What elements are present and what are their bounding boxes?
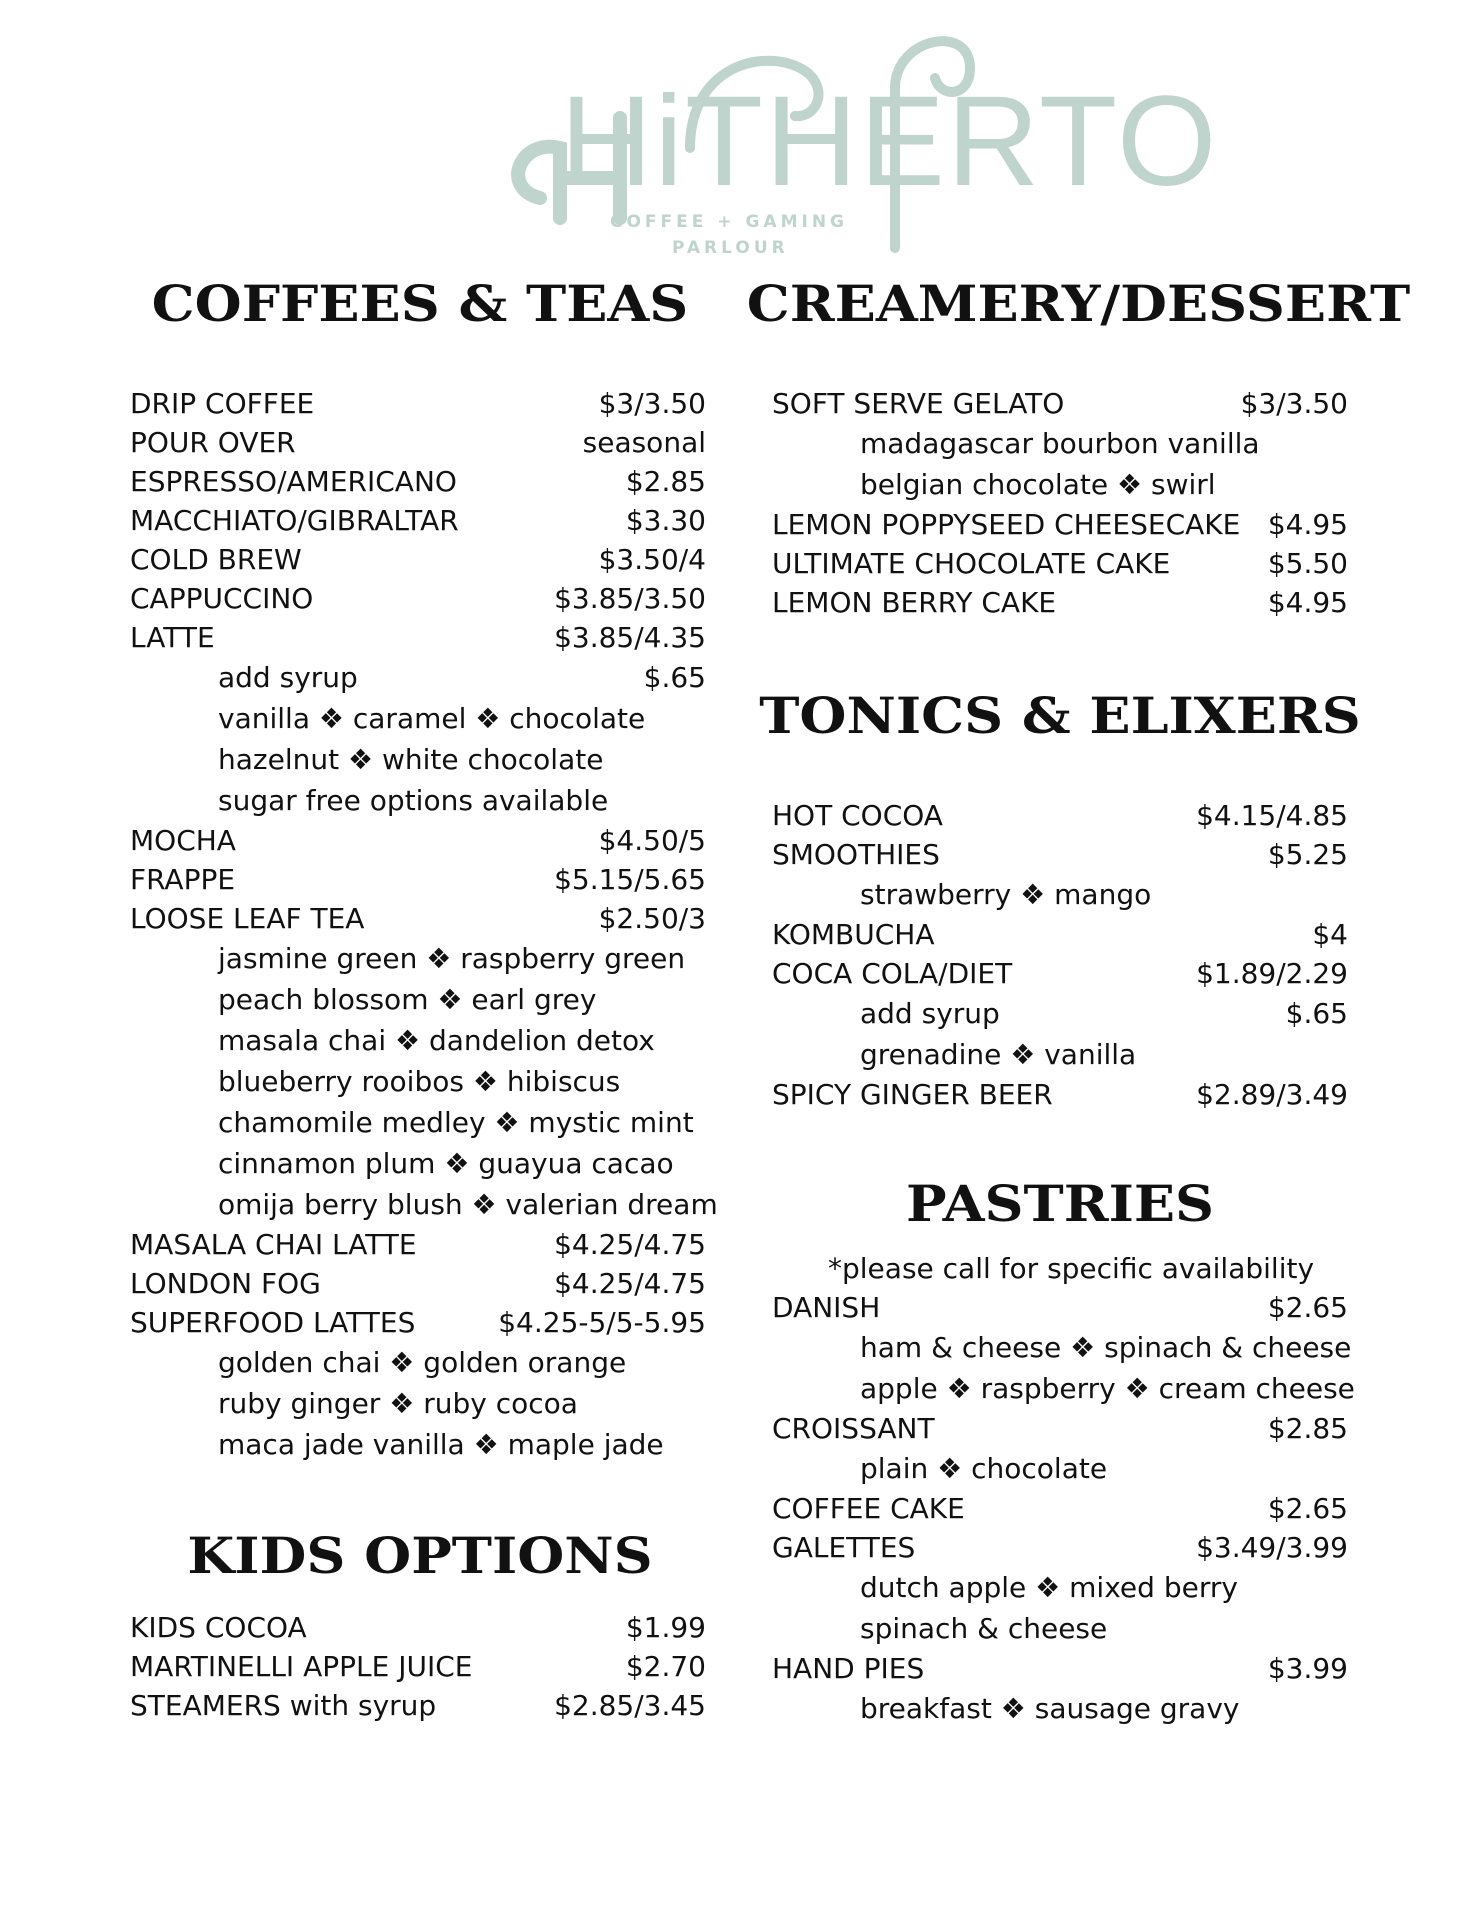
item-price: $5.15/5.65 <box>554 863 706 896</box>
availability-note: *please call for specific availability <box>828 1252 1315 1285</box>
sub-item-name: hazelnut ❖ white chocolate <box>218 743 604 776</box>
item-name: CROISSANT <box>772 1412 935 1445</box>
list-item <box>130 1264 706 1303</box>
item-name: COLD BREW <box>130 543 302 576</box>
item-name: COCA COLA/DIET <box>772 957 1013 990</box>
list-item <box>772 505 1348 544</box>
list-item <box>130 1608 706 1647</box>
item-name: LONDON FOG <box>130 1267 321 1300</box>
sub-item-name: add syrup <box>218 661 358 694</box>
item-name: LEMON POPPYSEED CHEESECAKE <box>772 508 1241 541</box>
item-name: SOFT SERVE GELATO <box>772 387 1065 420</box>
item-name: LOOSE LEAF TEA <box>130 902 365 935</box>
creamery-title: CREAMERY/DESSERT <box>746 274 1411 333</box>
list-item <box>130 1303 706 1342</box>
sub-item <box>772 1567 1348 1608</box>
sub-item <box>772 1688 1348 1729</box>
tea-flavor: blueberry rooibos ❖ hibiscus <box>218 1065 621 1098</box>
superfood-flavor: golden chai ❖ golden orange <box>218 1346 627 1379</box>
item-name: KOMBUCHA <box>772 918 935 951</box>
pastries-title: PASTRIES <box>905 1174 1215 1233</box>
sub-item <box>772 1327 1352 1368</box>
item-name: STEAMERS with syrup <box>130 1689 437 1722</box>
item-name: MASALA CHAI LATTE <box>130 1228 417 1261</box>
sub-item <box>772 423 1348 464</box>
kids-title: KIDS OPTIONS <box>187 1526 653 1585</box>
item-name: MOCHA <box>130 824 236 857</box>
list-item <box>772 835 1348 874</box>
item-price: $2.85/3.45 <box>554 1689 706 1722</box>
sub-item <box>772 993 1348 1034</box>
list-item <box>772 1489 1348 1528</box>
item-price: $4.95 <box>1267 586 1348 619</box>
tea-flavor: omija berry blush ❖ valerian dream <box>218 1188 718 1221</box>
tonics-list <box>772 796 1348 1114</box>
list-item <box>130 618 706 657</box>
list-item <box>130 423 706 462</box>
list-item <box>130 579 706 618</box>
list-item <box>130 1225 706 1264</box>
superfood-flavor: ruby ginger ❖ ruby cocoa <box>218 1387 578 1420</box>
item-price: $4 <box>1312 918 1348 951</box>
item-name: ESPRESSO/AMERICANO <box>130 465 457 498</box>
item-name: DRIP COFFEE <box>130 387 315 420</box>
tea-flavor: peach blossom ❖ earl grey <box>218 983 597 1016</box>
item-price: $5.50 <box>1267 547 1348 580</box>
item-name: ULTIMATE CHOCOLATE CAKE <box>772 547 1171 580</box>
danish-flavor: apple ❖ raspberry ❖ cream cheese <box>860 1372 1355 1405</box>
superfood-flavor: maca jade vanilla ❖ maple jade <box>218 1428 664 1461</box>
item-name: POUR OVER <box>130 426 296 459</box>
list-item <box>772 1288 1348 1327</box>
sub-item <box>772 874 1348 915</box>
tea-flavor: masala chai ❖ dandelion detox <box>218 1024 655 1057</box>
item-name: KIDS COCOA <box>130 1611 307 1644</box>
sub-item <box>130 979 706 1020</box>
smoothie-flavor: strawberry ❖ mango <box>860 878 1152 911</box>
list-item <box>772 583 1348 622</box>
item-name: LATTE <box>130 621 215 654</box>
list-item <box>772 954 1348 993</box>
item-name: GALETTES <box>772 1531 916 1564</box>
item-price: $2.65 <box>1267 1492 1348 1525</box>
list-item <box>130 540 706 579</box>
item-price: $4.25/4.75 <box>554 1228 706 1261</box>
pastries-list <box>772 1250 1355 1729</box>
list-item <box>772 796 1348 835</box>
list-item <box>772 1409 1348 1448</box>
item-name: SPICY GINGER BEER <box>772 1078 1053 1111</box>
item-price: $2.70 <box>625 1650 706 1683</box>
sub-item <box>130 739 706 780</box>
item-name: DANISH <box>772 1291 881 1324</box>
sub-item <box>130 1424 706 1465</box>
sub-item <box>130 1143 706 1184</box>
item-name: SUPERFOOD LATTES <box>130 1306 416 1339</box>
sub-item <box>772 1034 1348 1075</box>
tea-flavor: jasmine green ❖ raspberry green <box>218 942 686 975</box>
item-name: MARTINELLI APPLE JUICE <box>130 1650 473 1683</box>
item-price: $1.99 <box>625 1611 706 1644</box>
item-name: FRAPPE <box>130 863 236 896</box>
item-price: $3.85/3.50 <box>554 582 706 615</box>
list-item <box>130 1647 706 1686</box>
list-item <box>772 1649 1348 1688</box>
sub-item <box>130 1184 718 1225</box>
creamery-list <box>772 384 1348 622</box>
sub-item-price: $.65 <box>1285 997 1348 1030</box>
item-price: $3/3.50 <box>598 387 706 420</box>
coffees-title: COFFEES & TEAS <box>151 274 689 333</box>
list-item <box>130 899 706 938</box>
item-price: $5.25 <box>1267 838 1348 871</box>
item-price: $3.30 <box>625 504 706 537</box>
sub-item-price: $.65 <box>643 661 706 694</box>
item-price: $3.50/4 <box>598 543 706 576</box>
tea-flavor: cinnamon plum ❖ guayua cacao <box>218 1147 674 1180</box>
tonics-title: TONICS & ELIXERS <box>759 686 1361 745</box>
list-item <box>130 501 706 540</box>
list-item <box>130 462 706 501</box>
sub-item <box>130 657 706 698</box>
sub-item <box>772 1368 1355 1409</box>
sub-item <box>772 1448 1348 1489</box>
item-price: $4.25/4.75 <box>554 1267 706 1300</box>
item-price: $2.65 <box>1267 1291 1348 1324</box>
item-name: CAPPUCCINO <box>130 582 314 615</box>
item-name: COFFEE CAKE <box>772 1492 965 1525</box>
list-item <box>772 544 1348 583</box>
sub-item-name: sugar free options available <box>218 784 609 817</box>
sub-item-name: vanilla ❖ caramel ❖ chocolate <box>218 702 646 735</box>
galette-flavor: dutch apple ❖ mixed berry <box>860 1571 1238 1604</box>
item-price: $2.85 <box>1267 1412 1348 1445</box>
gelato-flavor: belgian chocolate ❖ swirl <box>860 468 1216 501</box>
item-price: $3.99 <box>1267 1652 1348 1685</box>
list-item <box>772 1075 1348 1114</box>
galette-flavor: spinach & cheese <box>860 1612 1108 1645</box>
tea-flavor: chamomile medley ❖ mystic mint <box>218 1106 694 1139</box>
item-price: $4.25-5/5-5.95 <box>498 1306 706 1339</box>
list-item <box>772 1528 1348 1567</box>
item-price: $3/3.50 <box>1240 387 1348 420</box>
sub-item-name: add syrup <box>860 997 1000 1030</box>
sub-item <box>130 1020 706 1061</box>
sub-item <box>772 1608 1348 1649</box>
list-item <box>130 384 706 423</box>
sub-item <box>130 698 706 739</box>
list-item <box>130 821 706 860</box>
item-price: $2.50/3 <box>598 902 706 935</box>
croissant-flavor: plain ❖ chocolate <box>860 1452 1108 1485</box>
item-price: $2.85 <box>625 465 706 498</box>
logo-title: HiTHERTO <box>560 70 1219 213</box>
hand-pie-flavor: breakfast ❖ sausage gravy <box>860 1692 1240 1725</box>
item-name: MACCHIATO/GIBRALTAR <box>130 504 459 537</box>
syrup-flavor: grenadine ❖ vanilla <box>860 1038 1137 1071</box>
sub-item <box>130 938 706 979</box>
item-price: $4.50/5 <box>598 824 706 857</box>
logo-tagline: COFFEE + GAMING <box>610 212 848 232</box>
item-name: SMOOTHIES <box>772 838 940 871</box>
logo-tagline-parlour: PARLOUR <box>672 238 789 258</box>
item-price: $3.85/4.35 <box>554 621 706 654</box>
item-price: $4.15/4.85 <box>1196 799 1348 832</box>
list-item <box>772 915 1348 954</box>
item-price: $2.89/3.49 <box>1196 1078 1348 1111</box>
sub-item <box>772 464 1348 505</box>
gelato-flavor: madagascar bourbon vanilla <box>860 427 1260 460</box>
list-item <box>772 384 1348 423</box>
list-item <box>130 860 706 899</box>
item-name: HAND PIES <box>772 1652 925 1685</box>
brand-logo <box>500 28 1219 268</box>
item-price: $1.89/2.29 <box>1196 957 1348 990</box>
sub-item <box>130 1383 706 1424</box>
item-price: seasonal <box>582 426 706 459</box>
sub-item <box>130 1061 706 1102</box>
kids-list <box>130 1608 706 1725</box>
sub-item <box>130 1102 706 1143</box>
item-name: HOT COCOA <box>772 799 943 832</box>
coffees-list <box>130 384 718 1465</box>
item-price: $3.49/3.99 <box>1196 1531 1348 1564</box>
item-price: $4.95 <box>1267 508 1348 541</box>
list-item <box>130 1686 706 1725</box>
item-name: LEMON BERRY CAKE <box>772 586 1057 619</box>
danish-flavor: ham & cheese ❖ spinach & cheese <box>860 1331 1352 1364</box>
sub-item <box>130 1342 706 1383</box>
sub-item <box>130 780 706 821</box>
